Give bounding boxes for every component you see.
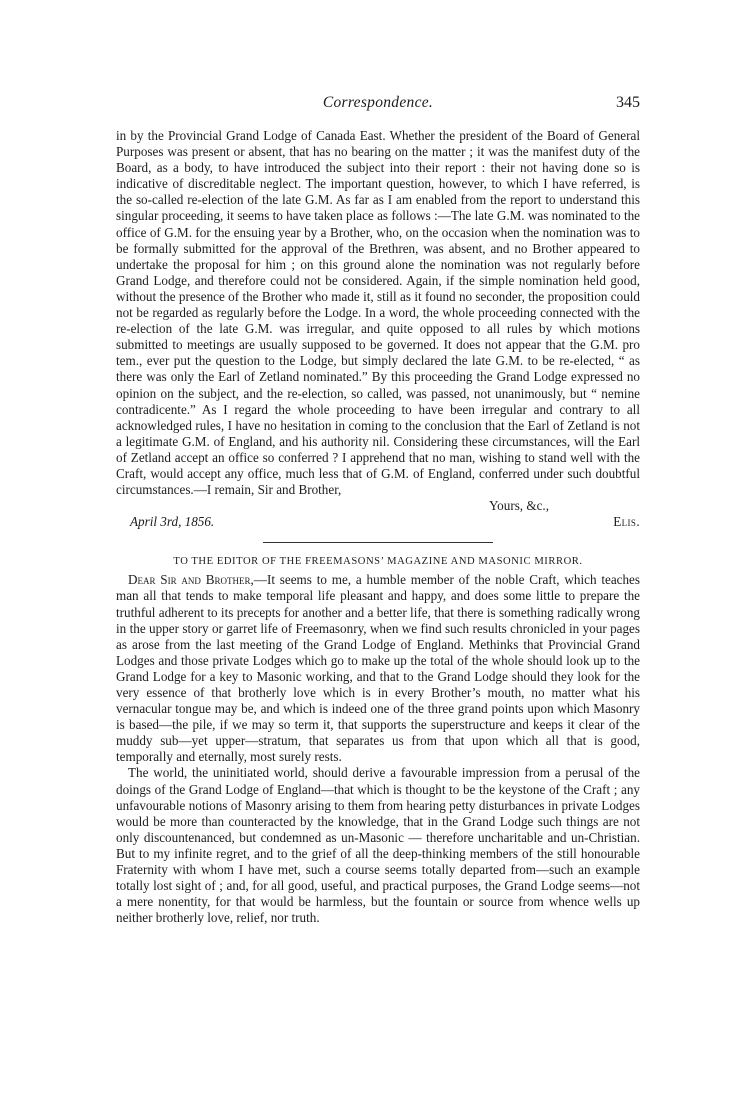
letter-two-paragraph-two: The world, the uninitiated world, should derive a favourable impression from a perusal of the doings of the Grand Lodge of England—that which is thought to be the keystone of the Craft ; any unfavourable notions of Masonry arising to them from hearing petty disturbances in private Lodges would be more than counteracted by the knowledge, that in the Grand Lodge such things are not only discountenanced, but condemned as un-Masonic — therefore uncharitable and un-Christian. But to my infinite regret, and to the grief of all the deep-thinking members of the still honourable Fraternity with whom I have met, such a course seems totally departed from—such an example totally lost sight of ; and, for all good, useful, and practical purposes, the Grand Lodge seems—not a mere nonentity, for that would be harmless, but the fountain or source from whence wells up neither brotherly love, relief, nor truth. — [116, 765, 640, 926]
letter-one-paragraph: in by the Provincial Grand Lodge of Canada East. Whether the president of the Board of General Purposes was present or absent, that has no bearing on the matter ; it was the manifest duty of the Board, as a body, to have introduced the subject into their report : their not having done so is indicative of discreditable neglect. The important question, however, to which I have referred, is the so-called re-election of the late G.M. As far as I am enabled from the report to understand this singular proceeding, it seems to have taken place as follows :—The late G.M. was nominated to the office of G.M. for the ensuing year by a Brother, who, on the occasion when the nomination was to be formally submitted for the approval of the Brethren, was absent, and no Brother appeared to undertake the proposal for him ; on this ground alone the nomination was not regularly before Grand Lodge, and therefore could not be considered. Again, if the simple nomination held good, without the presence of the Brother who made it, still as it found no seconder, the proposition could not be regarded as regularly before the Lodge. In a word, the whole proceeding connected with the re-election of the late G.M. was irregular, and quite opposed to all rules by which motions submitted to meetings are usually supposed to be governed. It does not appear that the G.M. pro tem., ever put the question to the Lodge, but simply declared the late G.M. to be re-elected, “ as there was only the Earl of Zetland nominated.” By this proceeding the Grand Lodge expressed no opinion on the subject, and the re-election, so called, was passed, not unanimously, but “ nemine contradicente.” As I regard the whole proceeding to have been irregular and contrary to all acknowledged rules, I have no hesitation in coming to the conclusion that the Earl of Zetland is not a legitimate G.M. of England, and his authority nil. Considering these circumstances, will the Earl of Zetland accept an office so conferred ? I apprehend that no man, wishing to stand well with the Craft, would accept any office, much less that of G.M. of England, conferred under such doubtful circumstances.—I remain, Sir and Brother, — [116, 128, 640, 498]
running-head — [116, 94, 640, 118]
letter-one-closing: Yours, &c., — [489, 498, 549, 514]
running-head-title: Correspondence. — [322, 94, 434, 111]
letter-two — [116, 556, 640, 926]
letter-two-paragraph-one-text: —It seems to me, a humble member of the noble Craft, which teaches man all that tends to make temporal life pleasant and happy, and does some little to prepare the truthful adherent to its precepts for another and a better life, that there is something radically wrong in the upper story or garret life of Freemasonry, when we find such results chronicled in your pages as arose from the last meeting of the Grand Lodge of England. Methinks that Provincial Grand Lodges and those private Lodges which go to make up the total of the whole should look up to the Grand Lodge for a key to Masonic working, and that to the Grand Lodge should they look for the very essence of that brotherly love which is in every Brother’s mouth, no matter what his vernacular tongue may be, and which is indeed one of the three grand points upon which Masonry is based—the pile, if we may so term it, that supports the superstructure and keeps it clear of the muddy sub—yet upper—stratum, that separates us from that upon which all that is good, temporally and eternally, most surely rests. — [116, 572, 640, 765]
letter-two-salutation: Dear Sir and Brother, — [128, 572, 254, 588]
letter-two-heading: TO THE EDITOR OF THE FREEMASONS’ MAGAZINE AND MASONIC MIRROR. — [173, 556, 583, 568]
section-divider — [263, 542, 493, 543]
letter-one — [116, 128, 640, 530]
page-number: 345 — [616, 94, 640, 111]
letter-one-signature: Elis. — [613, 514, 640, 530]
letter-one-date: April 3rd, 1856. — [130, 514, 215, 530]
letter-two-paragraph-one — [116, 572, 640, 765]
letter-one-signoff — [116, 514, 640, 530]
